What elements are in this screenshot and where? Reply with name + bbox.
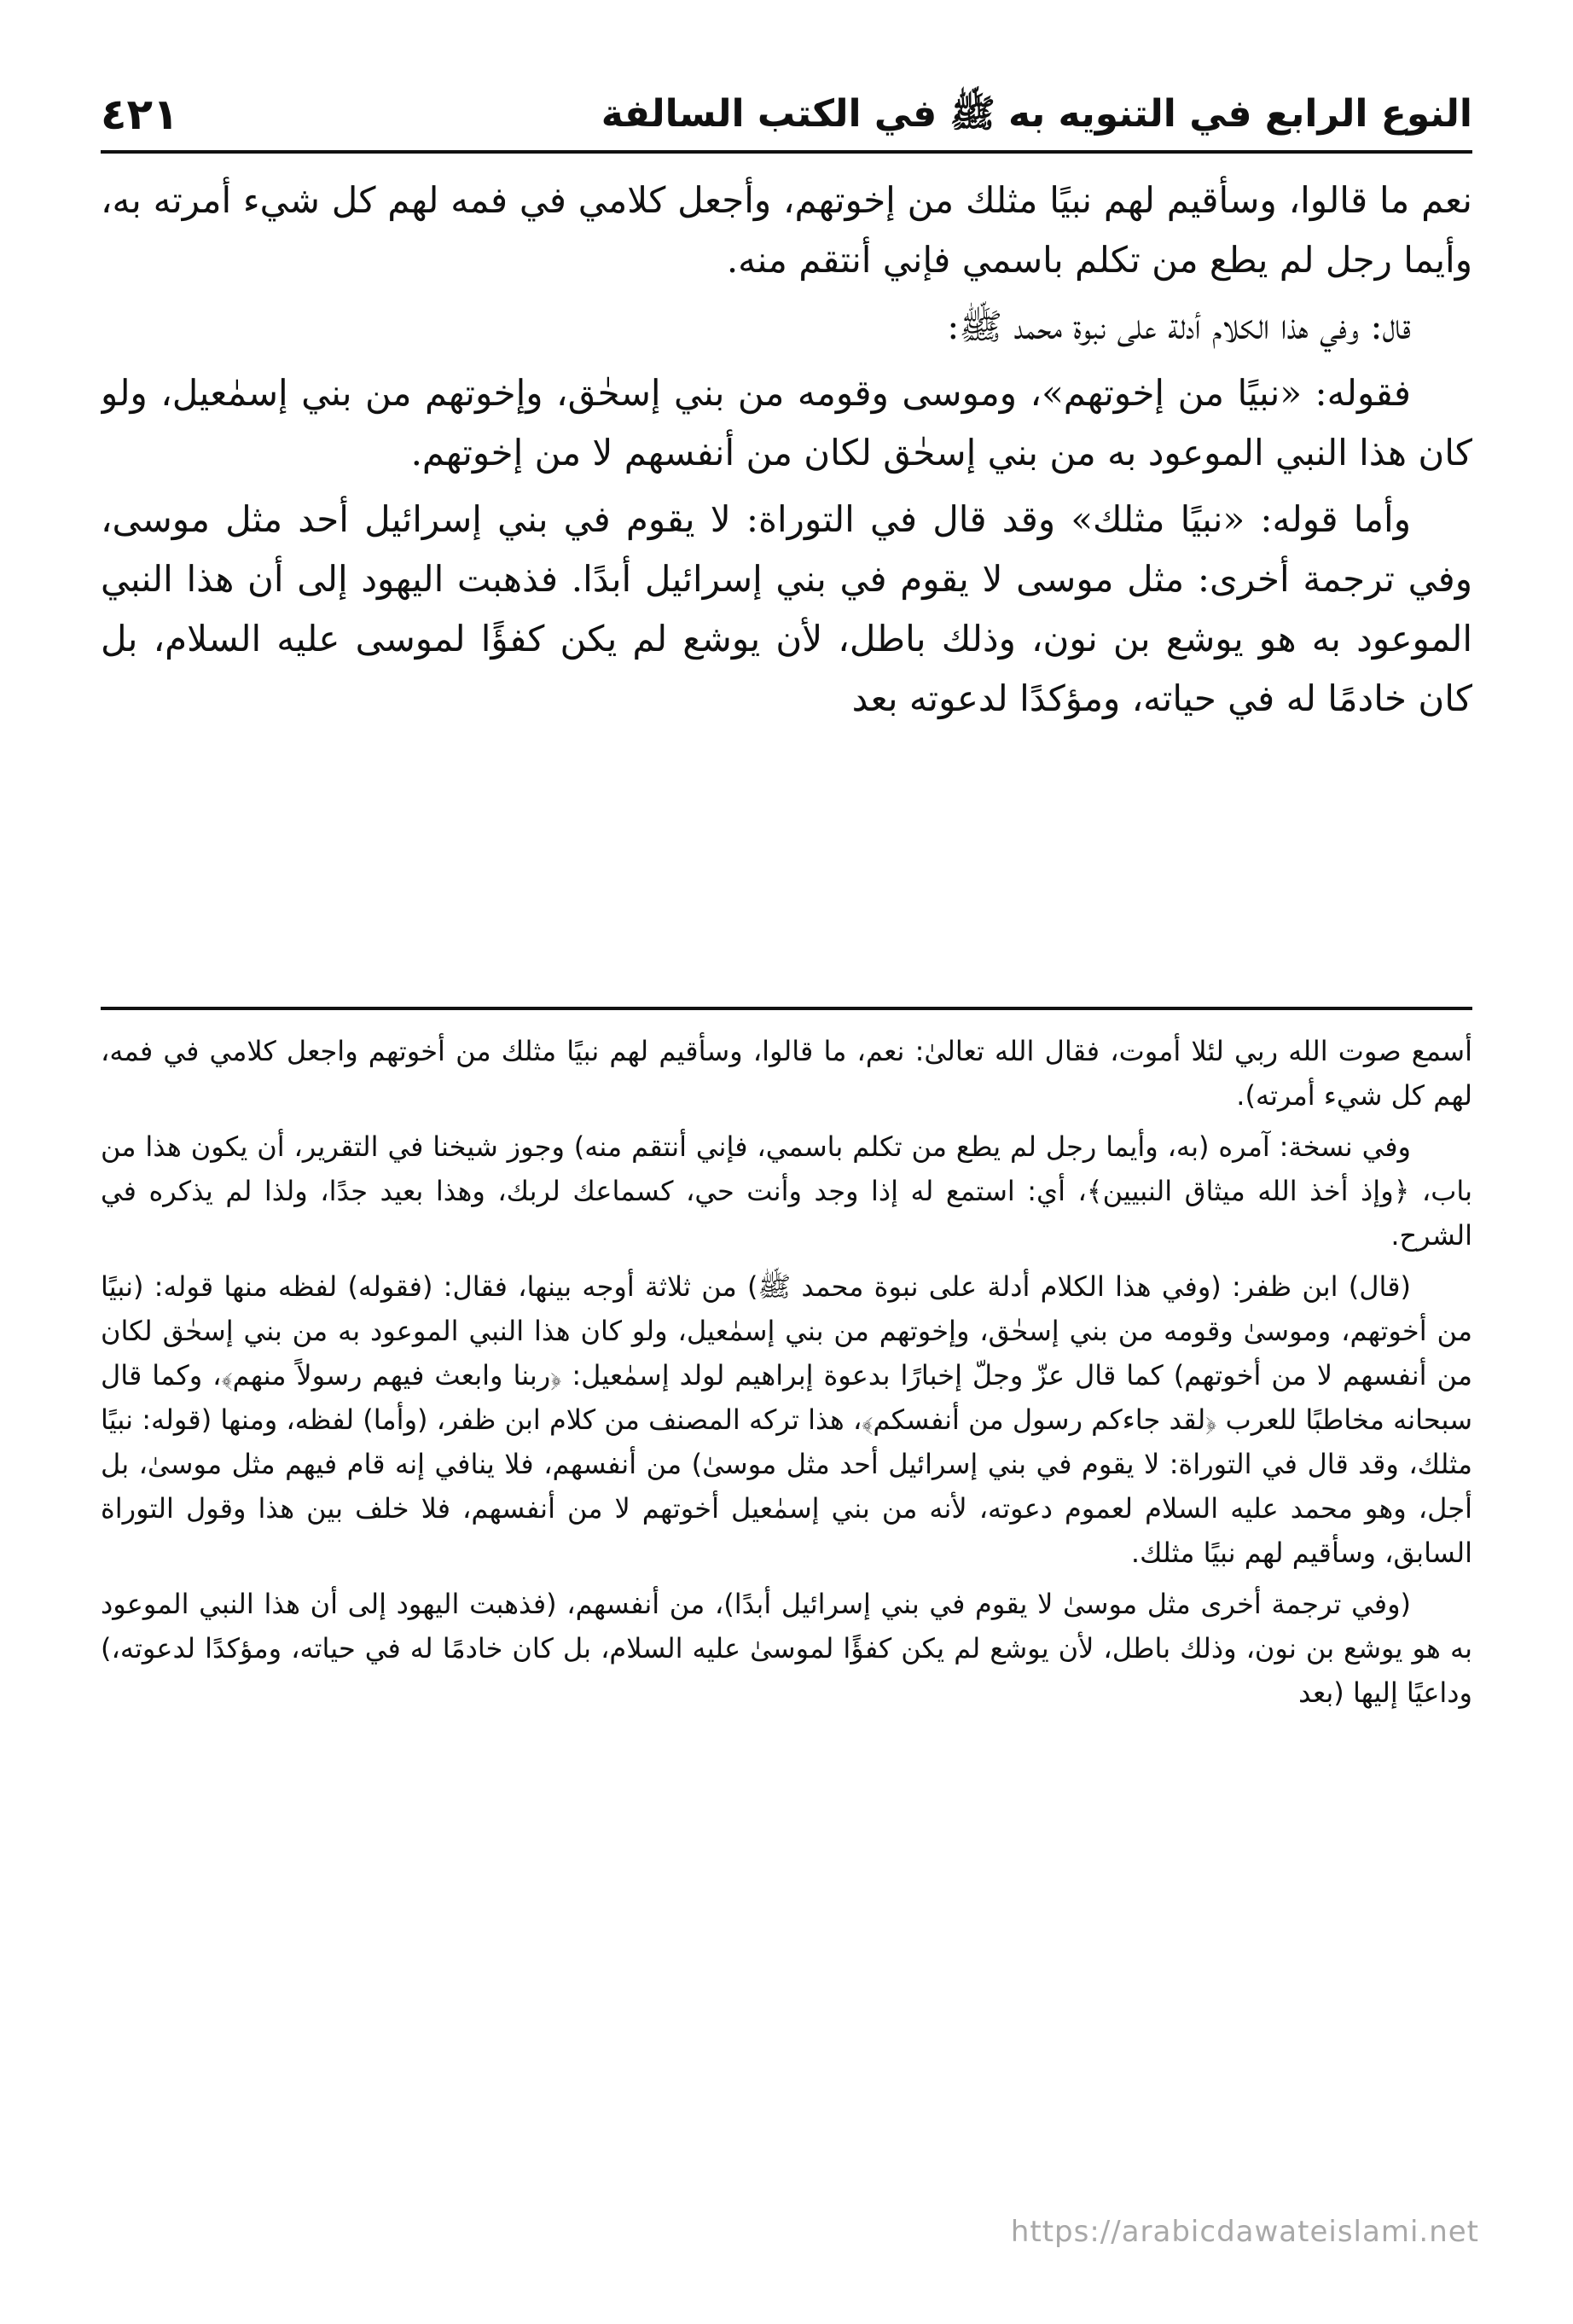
commentary-paragraph: أسمع صوت الله ربي لئلا أموت، فقال الله تعالىٰ: نعم، ما قالوا، وسأقيم لهم نبيًا مثلك من أخوتهم واجعل كلامي في فمه، لهم كل شيء أمرته). bbox=[101, 1035, 1472, 1112]
commentary-text bbox=[101, 1029, 1472, 2189]
commentary-paragraph: (قال) ابن ظفر: (وفي هذا الكلام أدلة على نبوة محمد ﷺ) من ثلاثة أوجه بينها، فقال: (فقوله) لفظه منها قوله: (نبيًا من أخوتهم، وموسىٰ وقومه من بني إسحٰق، وإخوتهم من بني إسمٰعيل، ولو كان هذا النبي الموعود به من بني إسحٰق لكان من أنفسهم لا من أخوتهم) كما قال عزّ وجلّ إخبارًا بدعوة إبراهيم لولد إسمٰعيل: ﴿ربنا وابعث فيهم رسولاً منهم﴾، وكما قال سبحانه مخاطبًا للعرب ﴿لقد جاءكم رسول من أنفسكم﴾، هذا تركه المصنف من كلام ابن ظفر، (وأما) لفظه، ومنها (قوله: نبيًا مثلك، وقد قال في التوراة: لا يقوم في بني إسرائيل أحد مثل موسىٰ) من أنفسهم، فلا ينافي إنه قام فيهم مثل موسىٰ، بل أجل، وهو محمد عليه السلام لعموم دعوته، لأنه من بني إسمٰعيل أخوتهم لا من أنفسهم، فلا خلف بين هذا وقول التوراة السابق، وسأقيم لهم نبيًا مثلك. bbox=[101, 1270, 1472, 1569]
commentary-paragraph: (وفي ترجمة أخرى مثل موسىٰ لا يقوم في بني إسرائيل أبدًا)، من أنفسهم، (فذهبت اليهود إلى أن هذا النبي الموعود به هو يوشع بن نون، وذلك باطل، لأن يوشع لم يكن كفؤًا لموسىٰ عليه السلام، بل كان خادمًا له في حياته، ومؤكدًا لدعوته،) وداعيًا إليها (بعد bbox=[101, 1588, 1472, 1709]
main-paragraph: قال: وفي هذا الكلام أدلة على نبوة محمد ﷺ: bbox=[947, 305, 1411, 347]
main-paragraph: نعم ما قالوا، وسأقيم لهم نبيًا مثلك من إخوتهم، وأجعل كلامي في فمه لهم كل شيء أمرته به، وأيما رجل لم يطع من تكلم باسمي فإني أنتقم منه. bbox=[101, 179, 1472, 281]
footnote-divider bbox=[101, 1007, 1472, 1010]
main-text bbox=[101, 171, 1472, 990]
commentary-paragraph: وفي نسخة: آمره (به، وأيما رجل لم يطع من تكلم باسمي، فإني أنتقم منه) وجوز شيخنا في التقرير، أن يكون هذا من باب، ﴿وإذ أخذ الله ميثاق النبيين﴾، أي: استمع له إذا وجد وأنت حي، كسماعك لربك، وهذا بعيد جدًا، ولذا لم يذكره في الشرح. bbox=[101, 1130, 1472, 1252]
main-paragraph: وأما قوله: «نبيًا مثلك» وقد قال في التوراة: لا يقوم في بني إسرائيل أحد مثل موسى، وفي ترجمة أخرى: مثل موسى لا يقوم في بني إسرائيل أبدًا. فذهبت اليهود إلى أن هذا النبي الموعود به هو يوشع بن نون، وذلك باطل، لأن يوشع لم يكن كفؤًا لموسى عليه السلام، بل كان خادمًا له في حياته، ومؤكدًا لدعوته بعد bbox=[101, 498, 1472, 719]
running-header bbox=[101, 73, 1472, 154]
main-paragraph: فقوله: «نبيًا من إخوتهم»، وموسى وقومه من بني إسحٰق، وإخوتهم من بني إسمٰعيل، ولو كان هذا النبي الموعود به من بني إسحٰق لكان من أنفسهم لا من إخوتهم. bbox=[101, 372, 1472, 474]
watermark-url: https://arabicdawateislami.net bbox=[1010, 2215, 1479, 2249]
page-number: ٤٢١ bbox=[101, 90, 179, 139]
running-title: النوع الرابع في التنويه به ﷺ في الكتب السالفة bbox=[601, 92, 1472, 136]
